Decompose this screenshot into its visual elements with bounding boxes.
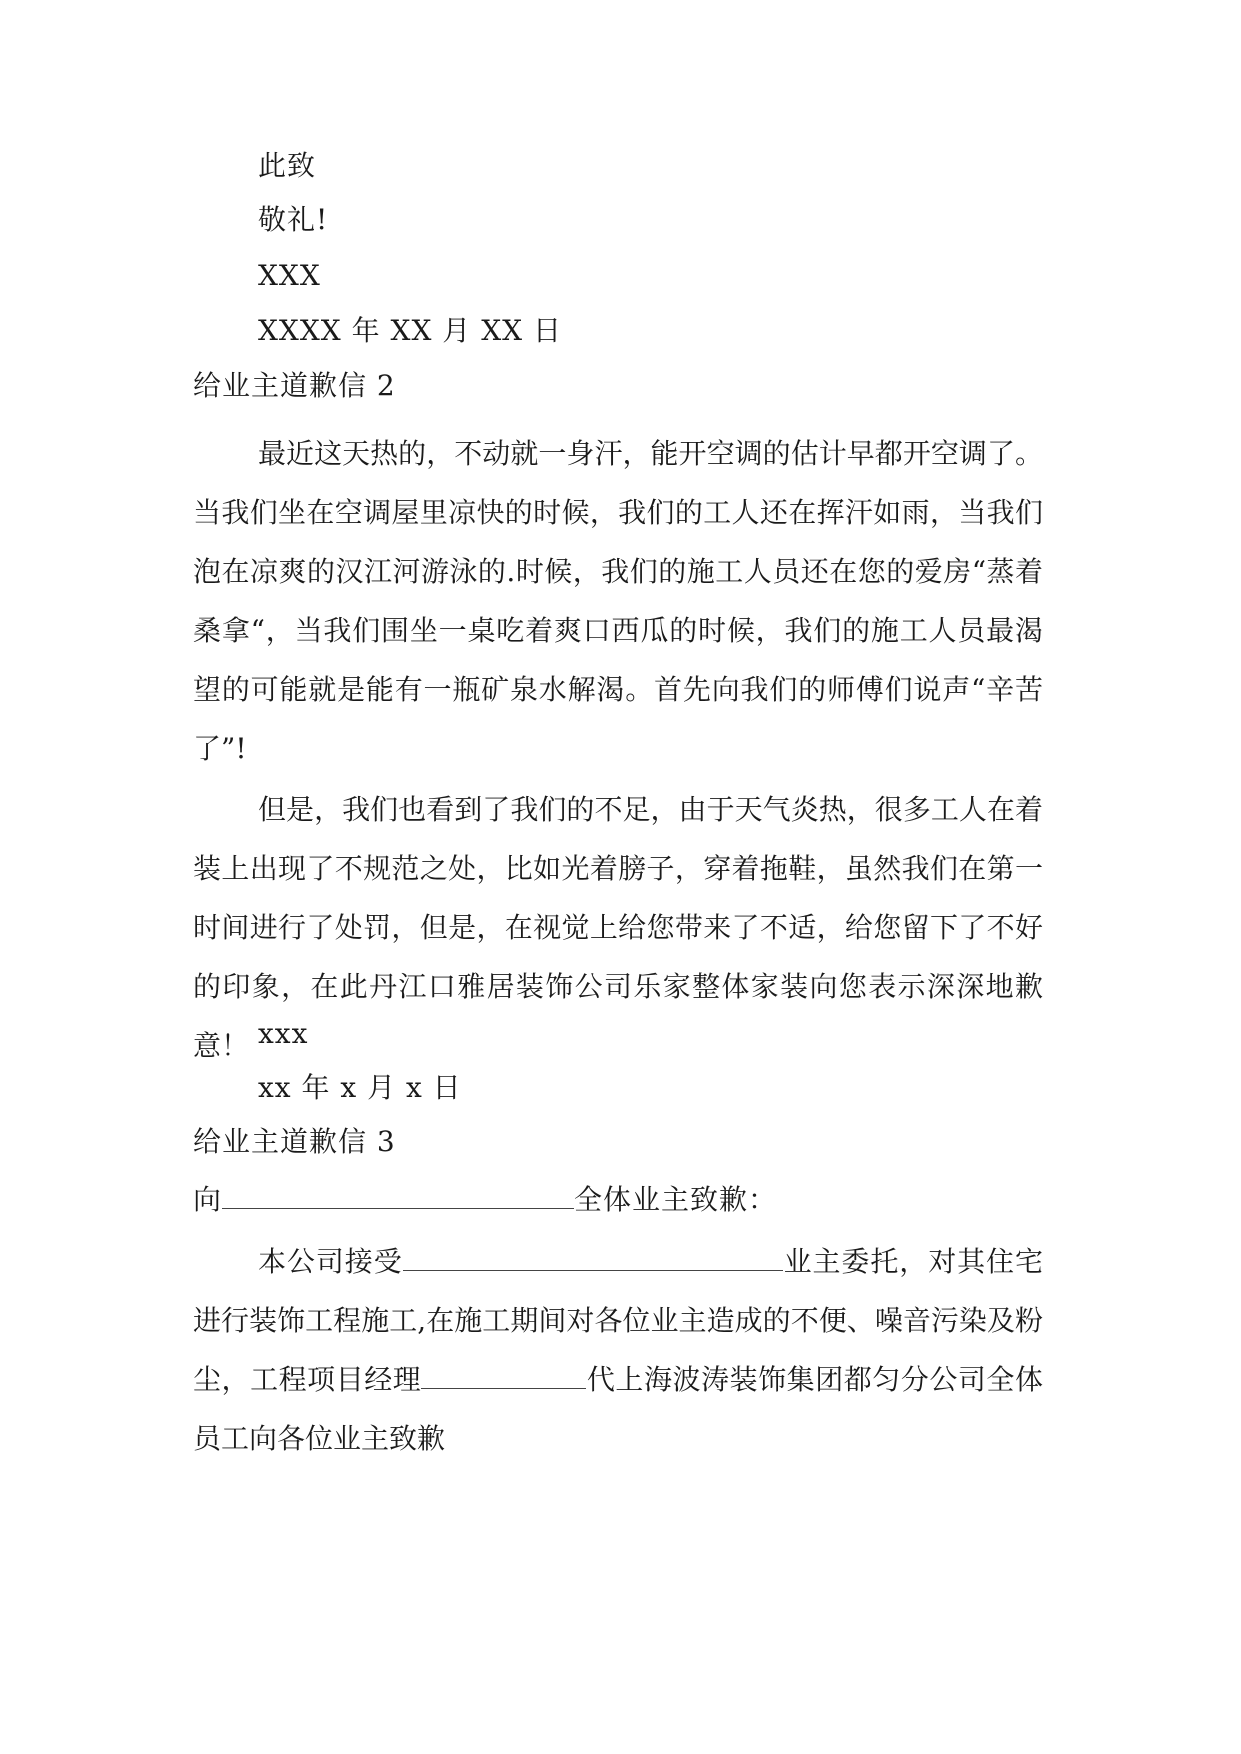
manager-blank [421, 1362, 586, 1389]
letter2-date: xx 年 x 月 x 日 [258, 1071, 462, 1104]
recipient-blank [222, 1182, 574, 1209]
salutation-prefix: 向 [193, 1183, 223, 1216]
para-part-3: 代上海波涛装饰集团都匀分公司全体员工向各位业主致歉 [193, 1363, 1043, 1455]
closing-date: XXXX 年 XX 月 XX 日 [258, 314, 562, 347]
letter3-title: 给业主道歉信 3 [193, 1125, 396, 1158]
para-part-1: 本公司接受 [258, 1245, 403, 1278]
para-part-2: 业主委托，对其住宅进行装饰工程施工,在施工期间对各位业主造成的不便、噪音污染及粉尘，工程项目经理 [193, 1245, 1043, 1396]
closing-line-1: 此致 [258, 149, 317, 182]
letter3-salutation [193, 1182, 777, 1216]
owner-blank [403, 1244, 783, 1271]
letter2-signer: xxx [258, 1017, 309, 1050]
closing-signer: XXX [258, 259, 321, 292]
letter3-paragraph-1 [193, 1232, 1043, 1468]
salutation-suffix: 全体业主致歉： [574, 1183, 778, 1216]
closing-line-2: 敬礼! [258, 203, 329, 236]
letter2-title: 给业主道歉信 2 [193, 369, 396, 402]
letter2-paragraph-2: 但是，我们也看到了我们的不足，由于天气炎热，很多工人在着装上出现了不规范之处，比如光着膀子，穿着拖鞋，虽然我们在第一时间进行了处罚，但是，在视觉上给您带来了不适，给您留下了不好的印象，在此丹江口雅居装饰公司乐家整体家装向您表示深深地歉意！ [193, 793, 1043, 1062]
letter2-paragraph-1: 最近这天热的，不动就一身汗，能开空调的估计早都开空调了。当我们坐在空调屋里凉快的时候，我们的工人还在挥汗如雨，当我们泡在凉爽的汉江河游泳的.时候，我们的施工人员还在您的爱房“蒸着桑拿“，当我们围坐一桌吃着爽口西瓜的时候，我们的施工人员最渴望的可能就是能有一瓶矿泉水解渴。首先向我们的师傅们说声“辛苦了”! [193, 437, 1043, 765]
